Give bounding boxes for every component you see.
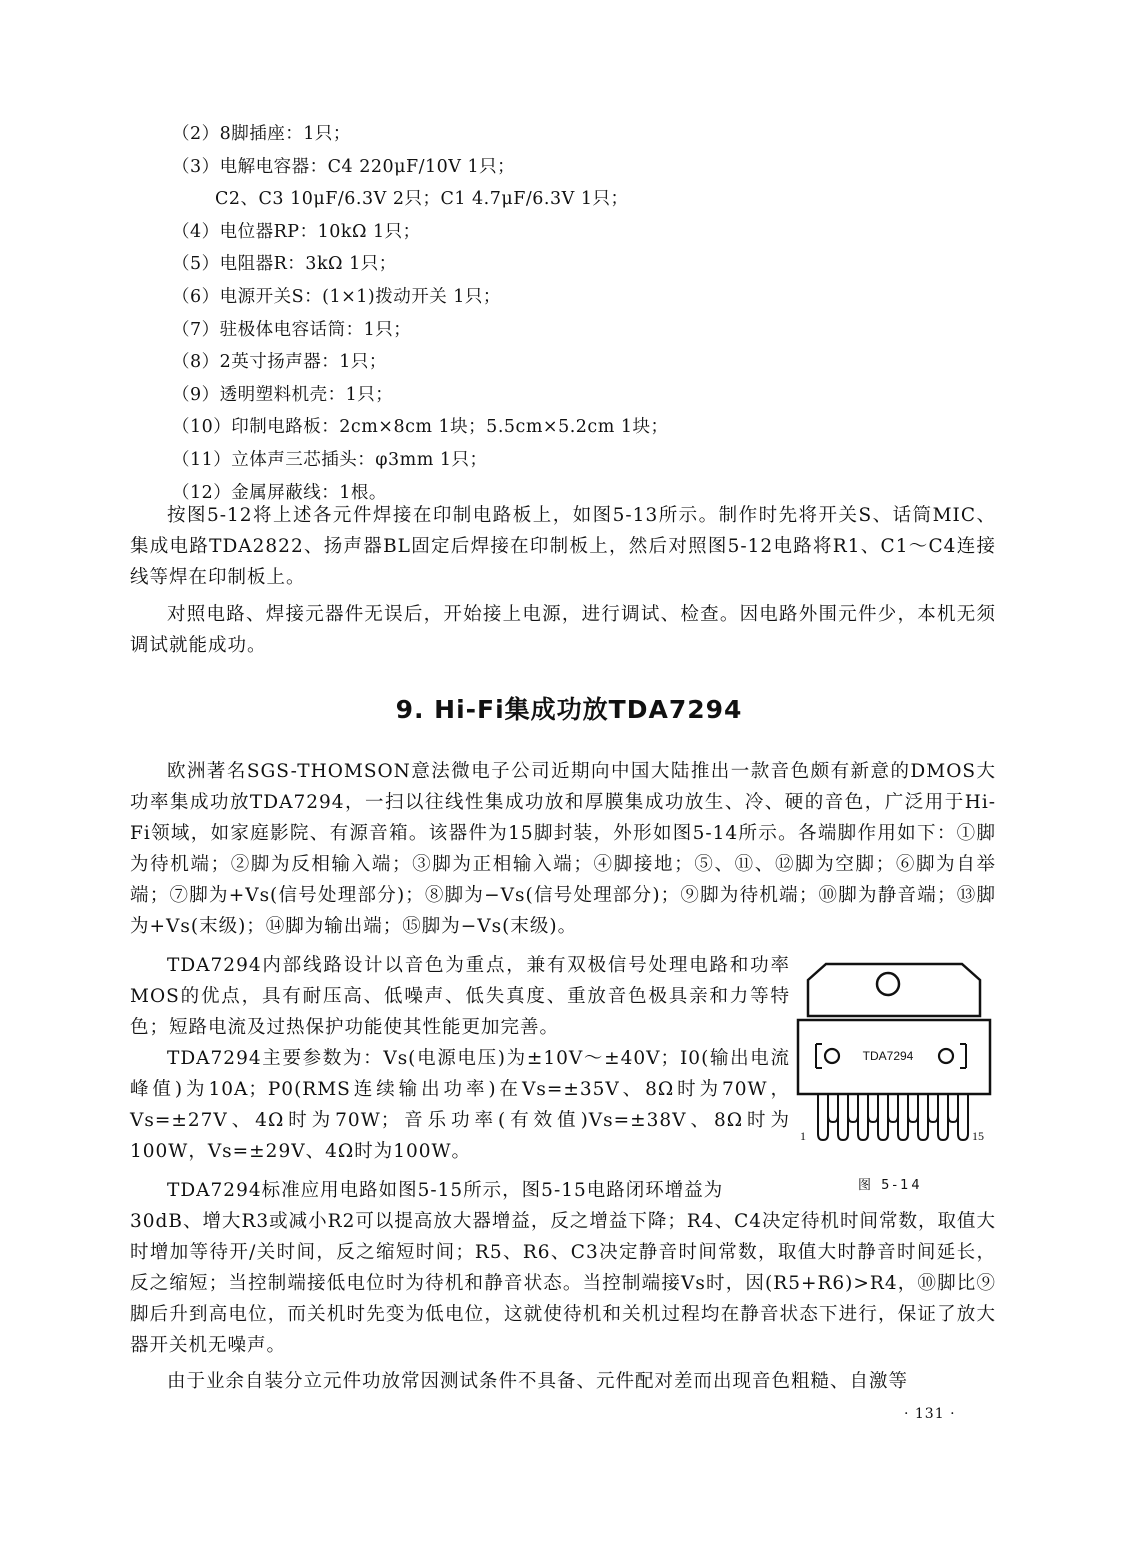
application-paragraph-rest: 30dB、增大R3或减小R2可以提高放大器增益，反之增益下降；R4、C4决定待机时间常数，取值大时增加等待开/关时间，反之缩短时间；R5、R6、C3决定静音时间常数，取值大时静音时间延长，反之缩短；当控制端接低电位时为待机和静音状态。当控制端接Vs时，因(R5+R6)>R4，⑩脚比⑨脚后升到高电位，而关机时先变为低电位，这就使待机和关机过程均在静音状态下进行，保证了放大器开关机无噪声。: [130, 1211, 997, 1356]
assembly-section: [130, 500, 996, 667]
list-item: （6）电源开关S：(1×1)拨动开关 1只；: [172, 286, 501, 307]
pin-15-label: 15: [972, 1129, 984, 1143]
list-item: （9）透明塑料机壳：1只；: [172, 384, 394, 405]
section-heading: 9. Hi-Fi集成功放TDA7294: [395, 695, 743, 724]
page-number: · 131 ·: [904, 1406, 956, 1422]
last-paragraph: 由于业余自装分立元件功放常因测试条件不具备、元件配对差而出现音色粗糙、自激等: [167, 1371, 909, 1392]
chip-label: TDA7294: [862, 1049, 914, 1063]
mounting-hole-icon: [877, 973, 899, 995]
check-paragraph: 对照电路、焊接元器件无误后，开始接上电源，进行调试、检查。因电路外围元件少，本机无须调试就能成功。: [130, 604, 996, 656]
intro-paragraph: 欧洲著名SGS-THOMSON意法微电子公司近期向中国大陆推出一款音色颇有新意的DMOS大功率集成功放TDA7294，一扫以往线性集成功放和厚膜集成功放生、冷、硬的音色，广泛用于Hi-Fi领域，如家庭影院、有源音箱。该器件为15脚封装，外形如图5-14所示。各端脚作用如下：①脚为待机端；②脚为反相输入端；③脚为正相输入端；④脚接地；⑤、⑪、⑫脚为空脚；⑥脚为自举端；⑦脚为+Vs(信号处理部分)；⑧脚为−Vs(信号处理部分)；⑨脚为待机端；⑩脚为静音端；⑬脚为+Vs(末级)；⑭脚为输出端；⑮脚为−Vs(末级)。: [130, 761, 996, 937]
design-paragraph: TDA7294内部线路设计以音色为重点，兼有双极信号处理电路和功率MOS的优点，具有耐压高、低噪声、低失真度、重放音色极具亲和力等特色；短路电流及过热保护功能使其性能更加完善。: [130, 955, 790, 1038]
assembly-paragraph: 按图5-12将上述各元件焊接在印制电路板上，如图5-13所示。制作时先将开关S、话筒MIC、集成电路TDA2822、扬声器BL固定后焊接在印制板上，然后对照图5-12电路将R1、C1～C4连接线等焊在印制板上。: [130, 505, 996, 588]
list-item: （12）金属屏蔽线：1根。: [172, 482, 387, 503]
list-item: （2）8脚插座：1只；: [172, 124, 351, 144]
application-paragraph-start: TDA7294标准应用电路如图5-15所示，图5-15电路闭环增益为: [167, 1180, 724, 1201]
tda7294-package-figure: [796, 958, 992, 1146]
list-item: （11）立体声三芯插头：φ3mm 1只；: [172, 449, 488, 470]
list-item: （7）驻极体电容话筒：1只；: [172, 319, 412, 340]
list-item: （10）印制电路板：2cm×8cm 1块；5.5cm×5.2cm 1块；: [172, 417, 669, 438]
list-item: （8）2英寸扬声器：1只；: [172, 352, 387, 373]
list-item: （5）电阻器R：3kΩ 1只；: [172, 254, 397, 275]
component-list: [172, 118, 992, 509]
application-paragraph: [130, 1206, 996, 1361]
list-item: （4）电位器RP：10kΩ 1只；: [172, 221, 421, 242]
list-item: （3）电解电容器：C4 220μF/10V 1只；: [172, 156, 516, 177]
figure-caption: 图 5-14: [858, 1178, 923, 1193]
params-paragraph: TDA7294主要参数为：Vs(电源电压)为±10V～±40V；I0(输出电流峰值)为10A；P0(RMS连续输出功率)在Vs=±35V、8Ω时为70W，Vs=±27V、4Ω时为70W；音乐功率(有效值)Vs=±38V、8Ω时为100W，Vs=±29V、4Ω时为100W。: [130, 1048, 790, 1162]
list-item: C2、C3 10μF/6.3V 2只；C1 4.7μF/6.3V 1只；: [215, 189, 629, 210]
pin-1-label: 1: [800, 1129, 806, 1143]
chip-drawing: [796, 958, 992, 1146]
chip-pins: [818, 1094, 968, 1140]
